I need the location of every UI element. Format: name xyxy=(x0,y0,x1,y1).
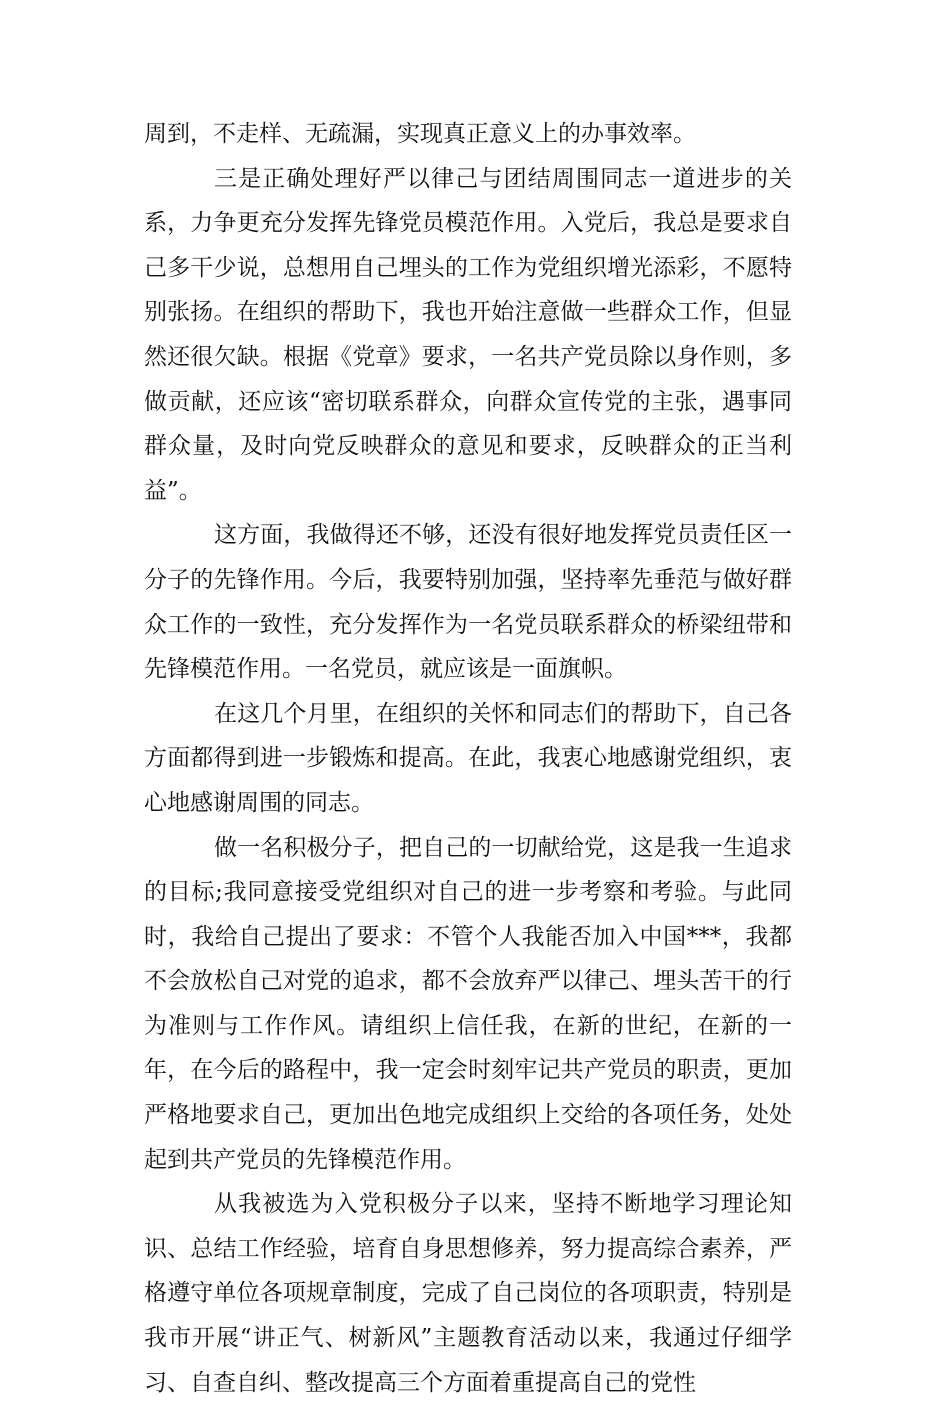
paragraph-progress: 从我被选为入党积极分子以来，坚持不断地学习理论知识、总结工作经验，培育自身思想修养，努力提高综合素养，严格遵守单位各项规章制度，完成了自己岗位的各项职责，特别是我市开展“讲正气、树新风”主题教育活动以来，我通过仔细学习、自查自纠、整改提高三个方面着重提高自己的党性 xyxy=(144,1191,792,1396)
paragraph-commitment: 做一名积极分子，把自己的一切献给党，这是我一生追求的目标;我同意接受党组织对自己的进一步考察和考验。与此同时，我给自己提出了要求：不管个人我能否加入中国***，我都不会放松自己对党的追求，都不会放弃严以律己、埋头苦干的行为准则与工作作风。请组织上信任我，在新的世纪，在新的一年，在今后的路程中，我一定会时刻牢记共产党员的职责，更加严格地要求自己，更加出色地完成组织上交给的各项任务，处处起到共产党员的先锋模范作用。 xyxy=(144,834,792,1173)
paragraph-relationship: 三是正确处理好严以律己与团结周围同志一道进步的关系，力争更充分发挥先锋党员模范作用。入党后，我总是要求自己多干少说，总想用自己埋头的工作为党组织增光添彩，不愿特别张扬。在组织的帮助下，我也开始注意做一些群众工作，但显然还很欠缺。根据《党章》要求，一名共产党员除以身作则，多做贡献，还应该“密切联系群众，向群众宣传党的主张，遇事同群众量，及时向党反映群众的意见和要求，反映群众的正当利益”。 xyxy=(144,165,792,504)
document-body xyxy=(144,112,792,1405)
paragraph-gratitude: 在这几个月里，在组织的关怀和同志们的帮助下，自己各方面都得到进一步锻炼和提高。在此，我衷心地感谢党组织，衷心地感谢周围的同志。 xyxy=(144,700,792,816)
paragraph-shortcomings: 这方面，我做得还不够，还没有很好地发挥党员责任区一分子的先锋作用。今后，我要特别加强，坚持率先垂范与做好群众工作的一致性，充分发挥作为一名党员联系群众的桥梁纽带和先锋模范作用。一名党员，就应该是一面旗帜。 xyxy=(144,522,792,683)
paragraph-continuation: 周到，不走样、无疏漏，实现真正意义上的办事效率。 xyxy=(144,121,696,147)
